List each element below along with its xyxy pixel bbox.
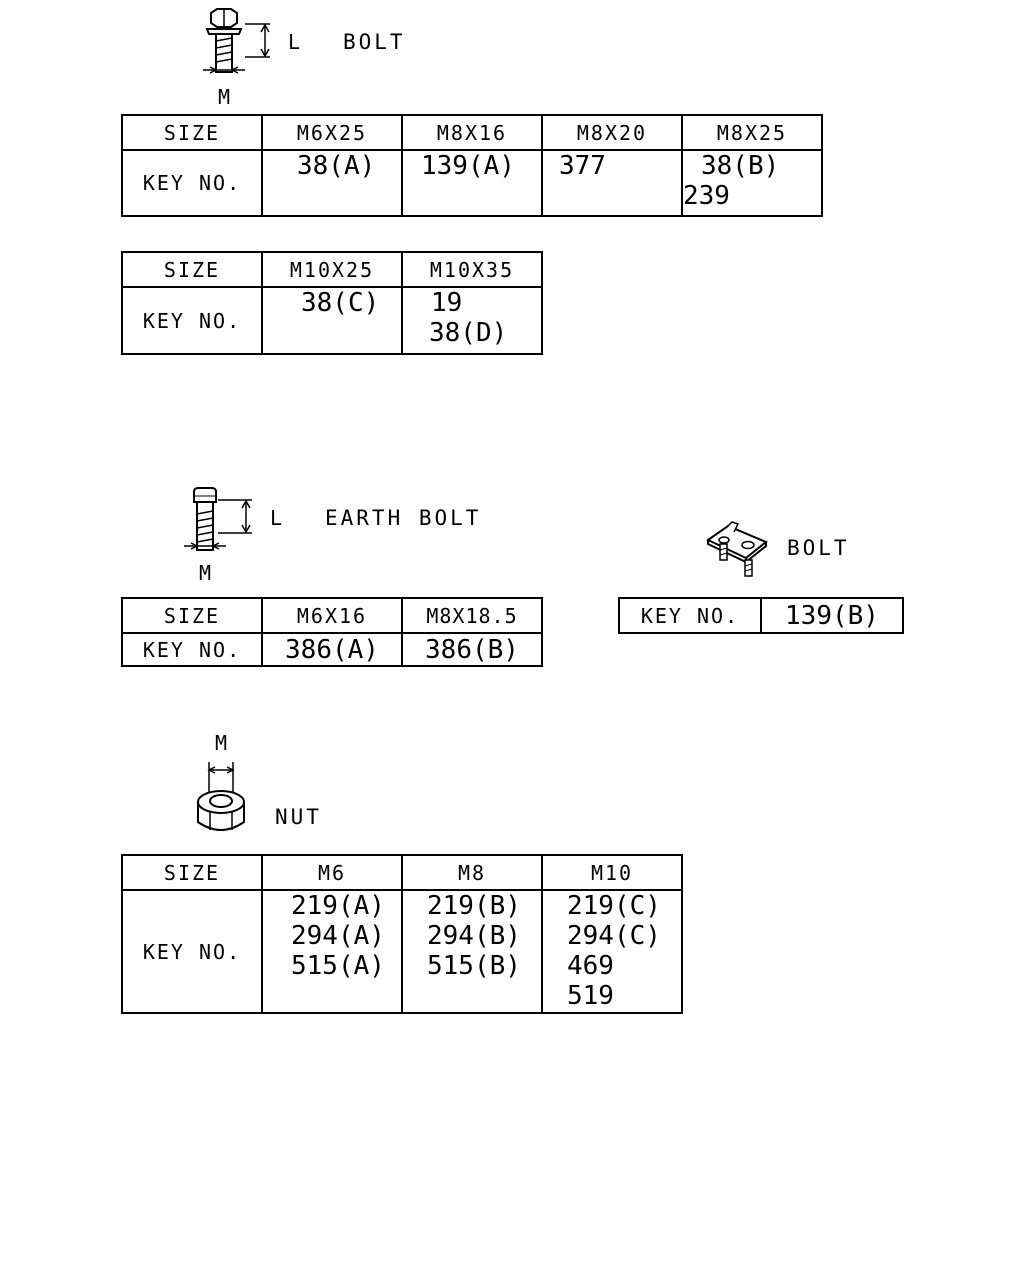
key-number: 294(C) [567,921,661,951]
size-header: SIZE [122,115,262,150]
key-number: 239 [683,181,730,211]
nut-title: NUT [275,805,322,829]
key-no-cell [402,890,542,1013]
key-no-header: KEY NO. [122,890,262,1013]
key-no-cell: 386(B) [402,633,542,666]
key-number: 469 [567,951,614,981]
size-cell: M8X20 [542,115,682,150]
size-cell: M10X25 [262,252,402,287]
key-number: 219(C) [567,891,661,921]
size-cell: M8X18.5 [402,598,542,633]
key-number: 294(A) [291,921,385,951]
key-number: 38(D) [429,318,508,348]
bolt-size-table-1 [121,114,823,217]
key-no-header: KEY NO. [122,287,262,354]
earth-bolt-title: EARTH BOLT [325,506,482,530]
bolt-title: BOLT [343,30,406,54]
key-no-cell [262,150,402,216]
key-no-header: KEY NO. [122,633,262,666]
key-number: 519 [567,981,614,1011]
bolt-size-table-2 [121,251,543,355]
key-number: 38(C) [301,288,380,318]
key-no-cell: 139(B) [761,598,903,633]
key-no-cell [402,287,542,354]
key-number: 38(B) [701,151,780,181]
key-number: 515(B) [427,951,521,981]
key-number: 294(B) [427,921,521,951]
length-dimension-label: L [270,506,283,530]
key-no-cell [542,890,682,1013]
size-header: SIZE [122,598,262,633]
key-no-cell [682,150,822,216]
key-no-cell: 386(A) [262,633,402,666]
key-number: 19 [431,288,463,318]
size-cell: M6X16 [262,598,402,633]
size-cell: M10 [542,855,682,890]
key-no-cell [262,287,402,354]
bracket-bolt-key-table [618,597,904,634]
size-cell: M8X25 [682,115,822,150]
size-cell: M8X16 [402,115,542,150]
size-header: SIZE [122,252,262,287]
key-number: 139(A) [421,151,515,181]
key-number: 219(A) [291,891,385,921]
key-no-cell [542,150,682,216]
earth-bolt-icon [182,484,272,559]
key-no-header: KEY NO. [122,150,262,216]
diameter-dimension-label: M [199,561,212,585]
key-number: 515(A) [291,951,385,981]
key-number: 377 [559,151,606,181]
diameter-dimension-label: M [218,85,231,109]
key-number: 38(A) [297,151,376,181]
size-cell: M6X25 [262,115,402,150]
size-cell: M10X35 [402,252,542,287]
key-no-cell [402,150,542,216]
nut-size-table [121,854,683,1014]
earth-bolt-size-table [121,597,543,667]
nut-icon [190,758,254,838]
size-cell: M8 [402,855,542,890]
key-no-cell [262,890,402,1013]
length-dimension-label: L [288,30,301,54]
key-number: 219(B) [427,891,521,921]
diameter-dimension-label: M [215,731,228,755]
bracket-bolt-icon [704,518,774,580]
key-no-header: KEY NO. [619,598,761,633]
flange-bolt-icon [195,5,285,80]
bracket-bolt-title: BOLT [787,536,850,560]
size-header: SIZE [122,855,262,890]
size-cell: M6 [262,855,402,890]
